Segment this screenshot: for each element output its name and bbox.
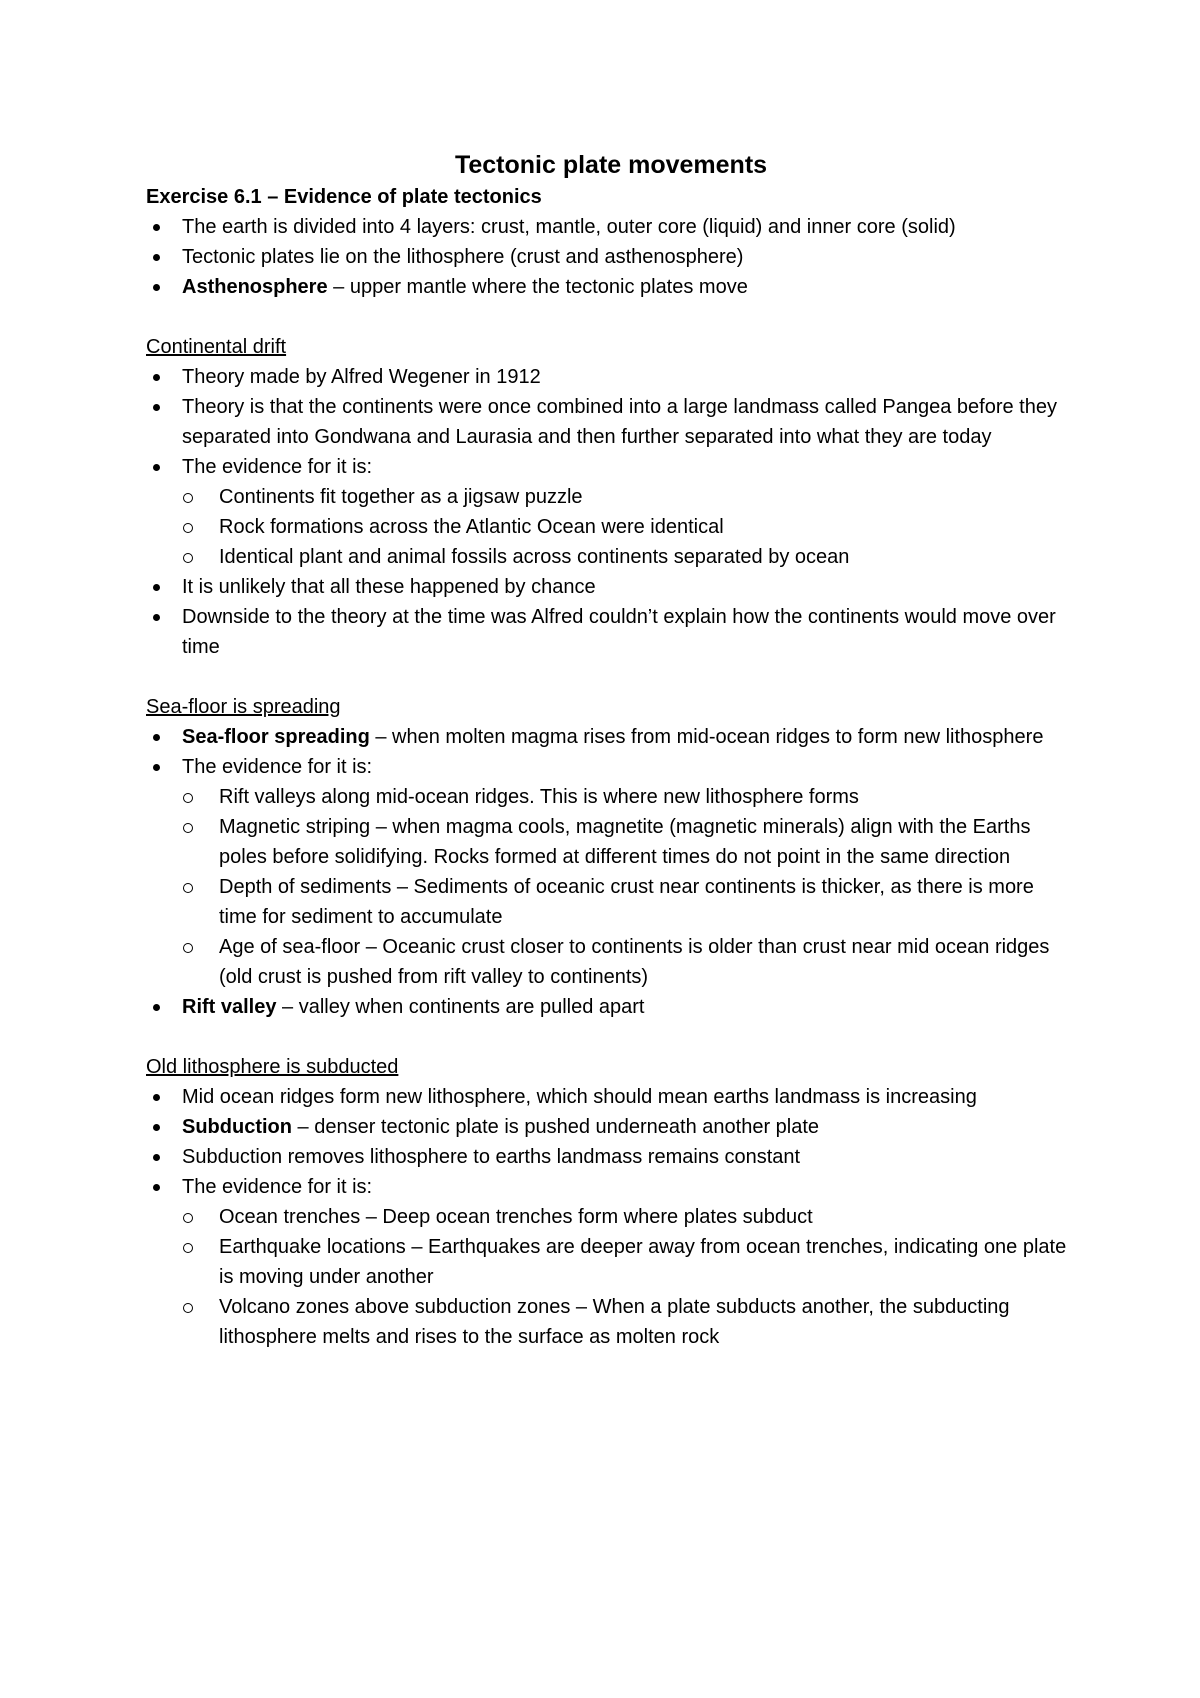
section-heading-subduction: Old lithosphere is subducted (146, 1056, 399, 1078)
circle-bullet-icon (183, 1303, 193, 1313)
circle-bullet-icon (183, 943, 193, 953)
list-item: The earth is divided into 4 layers: crust, mantle, outer core (liquid) and inner core (solid) (146, 212, 1076, 242)
list-item: Mid ocean ridges form new lithosphere, which should mean earths landmass is increasing (146, 1082, 1076, 1112)
list-item: It is unlikely that all these happened by chance (146, 572, 1076, 602)
sub-list-item: Rock formations across the Atlantic Ocean were identical (146, 512, 1076, 542)
bullet-icon (153, 584, 160, 591)
circle-bullet-icon (183, 793, 193, 803)
bullet-icon (153, 614, 160, 621)
circle-bullet-icon (183, 1213, 193, 1223)
list-item: The evidence for it is: (146, 452, 1076, 482)
continental-drift-list-continued (146, 572, 1076, 662)
page-title: Tectonic plate movements (454, 151, 768, 179)
bullet-icon (153, 764, 160, 771)
document-content (146, 148, 1076, 1352)
circle-bullet-icon (183, 523, 193, 533)
list-item: Rift valley – valley when continents are pulled apart (146, 992, 1076, 1022)
exercise-heading: Exercise 6.1 – Evidence of plate tectonics (146, 186, 542, 208)
bullet-icon (153, 284, 160, 291)
circle-bullet-icon (183, 1243, 193, 1253)
intro-list (146, 212, 1076, 302)
subduction-list (146, 1082, 1076, 1202)
list-item: Downside to the theory at the time was Alfred couldn’t explain how the continents would move over time (146, 602, 1076, 662)
sub-list-item: Depth of sediments – Sediments of oceanic crust near continents is thicker, as there is more time for sediment to accumulate (146, 872, 1076, 932)
list-item: Subduction – denser tectonic plate is pushed underneath another plate (146, 1112, 1076, 1142)
bullet-icon (153, 404, 160, 411)
list-item: Sea-floor spreading – when molten magma rises from mid-ocean ridges to form new lithosphere (146, 722, 1076, 752)
sub-list-item: Continents fit together as a jigsaw puzzle (146, 482, 1076, 512)
list-item: Theory is that the continents were once combined into a large landmass called Pangea before they separated into Gondwana and Laurasia and then further separated into what they are today (146, 392, 1076, 452)
subduction-evidence-list (146, 1202, 1076, 1352)
circle-bullet-icon (183, 883, 193, 893)
section-heading-sea-floor: Sea-floor is spreading (146, 696, 341, 718)
bullet-icon (153, 1154, 160, 1161)
bullet-icon (153, 224, 160, 231)
list-item: The evidence for it is: (146, 752, 1076, 782)
sub-list-item: Volcano zones above subduction zones – When a plate subducts another, the subducting lithosphere melts and rises to the surface as molten rock (146, 1292, 1076, 1352)
list-item: Theory made by Alfred Wegener in 1912 (146, 362, 1076, 392)
continental-drift-list (146, 362, 1076, 482)
sub-list-item: Ocean trenches – Deep ocean trenches form where plates subduct (146, 1202, 1076, 1232)
sub-list-item: Age of sea-floor – Oceanic crust closer to continents is older than crust near mid ocean ridges (old crust is pushed from rift valley to continents) (146, 932, 1076, 992)
section-heading-continental-drift: Continental drift (146, 336, 287, 358)
sub-list-item: Earthquake locations – Earthquakes are deeper away from ocean trenches, indicating one plate is moving under another (146, 1232, 1076, 1292)
circle-bullet-icon (183, 823, 193, 833)
bullet-icon (153, 1094, 160, 1101)
circle-bullet-icon (183, 553, 193, 563)
bullet-icon (153, 1004, 160, 1011)
sub-list-item: Identical plant and animal fossils across continents separated by ocean (146, 542, 1076, 572)
bullet-icon (153, 464, 160, 471)
sea-floor-list-continued (146, 992, 1076, 1022)
continental-drift-evidence-list (146, 482, 1076, 572)
sea-floor-list (146, 722, 1076, 782)
bullet-icon (153, 1184, 160, 1191)
list-item: Asthenosphere – upper mantle where the tectonic plates move (146, 272, 1076, 302)
bullet-icon (153, 1124, 160, 1131)
list-item: The evidence for it is: (146, 1172, 1076, 1202)
sub-list-item: Magnetic striping – when magma cools, magnetite (magnetic minerals) align with the Earths poles before solidifying. Rocks formed at different times do not point in the same direction (146, 812, 1076, 872)
bullet-icon (153, 374, 160, 381)
list-item: Subduction removes lithosphere to earths landmass remains constant (146, 1142, 1076, 1172)
list-item: Tectonic plates lie on the lithosphere (crust and asthenosphere) (146, 242, 1076, 272)
bullet-icon (153, 254, 160, 261)
circle-bullet-icon (183, 493, 193, 503)
sea-floor-evidence-list (146, 782, 1076, 992)
sub-list-item: Rift valleys along mid-ocean ridges. This is where new lithosphere forms (146, 782, 1076, 812)
bullet-icon (153, 734, 160, 741)
